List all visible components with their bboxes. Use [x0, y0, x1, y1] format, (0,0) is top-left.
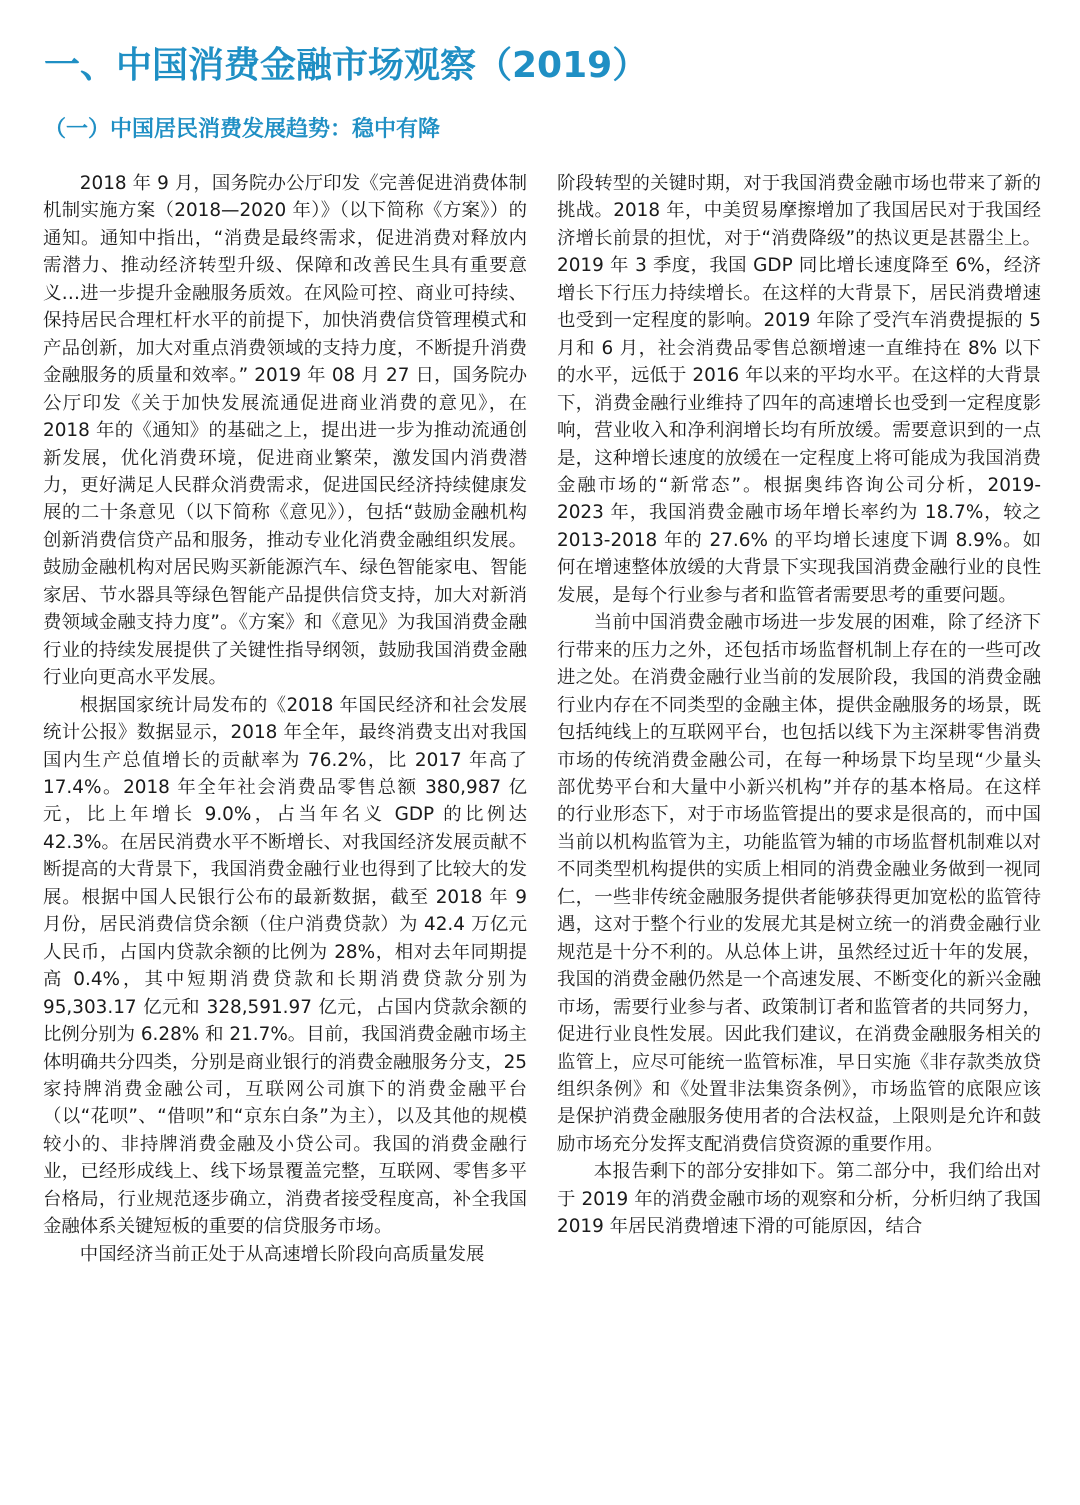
subsection-heading: （一）中国居民消费发展趋势：稳中有降	[44, 117, 441, 142]
paragraph-report-outline: 本报告剩下的部分安排如下。第二部分中，我们给出对于 2019 年的消费金融市场的观察和分析，分析归纳了我国 2019 年居民消费增速下滑的可能原因，结合	[557, 1161, 1041, 1238]
paragraph-economy-continued: 阶段转型的关键时期，对于我国消费金融市场也带来了新的挑战。2018 年，中美贸易摩擦增加了我国居民对于我国经济增长前景的担忧，对于“消费降级”的热议更是甚嚣尘上。2019 年 3 季度，我国 GDP 同比增长速度降至 6%，经济增长下行压力持续增长。在这样的大背景下，居民消费增速也受到一定程度的影响。2019 年除了受汽车消费提振的 5 月和 6 月，社会消费品零售总额增速一直维持在 8% 以下的水平，远低于 2016 年以来的平均水平。在这样的大背景下，消费金融行业维持了四年的高速增长也受到一定程度影响，营业收入和净利润增长均有所放缓。需要意识到的一点是，这种增长速度的放缓在一定程度上将可能成为我国消费金融市场的“新常态”。根据奥纬咨询公司分析，2019-2023 年，我国消费金融市场年增长率约为 18.7%，较之 2013-2018 年的 27.6% 的平均增长速度下调 8.9%。如何在增速整体放缓的大背景下实现我国消费金融行业的良性发展，是每个行业参与者和监管者需要思考的重要问题。	[557, 173, 1041, 606]
left-column	[43, 170, 527, 1505]
paragraph-statistics: 根据国家统计局发布的《2018 年国民经济和社会发展统计公报》数据显示，2018 年全年，最终消费支出对我国国内生产总值增长的贡献率为 76.2%，比 2017 年高了 17.4%。2018 年全年社会消费品零售总额 380,987 亿元，比上年增长 9.0%，占当年名义 GDP 的比例达 42.3%。在居民消费水平不断增长、对我国经济发展贡献不断提高的大背景下，我国消费金融行业也得到了比较大的发展。根据中国人民银行公布的最新数据，截至 2018 年 9 月份，居民消费信贷余额（住户消费贷款）为 42.4 万亿元人民币，占国内贷款余额的比例为 28%，相对去年同期提高 0.4%，其中短期消费贷款和长期消费贷款分别为 95,303.17 亿元和 328,591.97 亿元，占国内贷款余额的比例分别为 6.28% 和 21.7%。目前，我国消费金融市场主体明确共分四类，分别是商业银行的消费金融服务分支，25 家持牌消费金融公司，互联网公司旗下的消费金融平台（以“花呗”、“借呗”和“京东白条”为主），以及其他的规模较小的、非持牌消费金融及小贷公司。我国的消费金融行业，已经形成线上、线下场景覆盖完整，互联网、零售多平台格局，行业规范逐步确立，消费者接受程度高，补全我国金融体系关键短板的重要的信贷服务市场。	[43, 694, 527, 1238]
paragraph-policy: 2018 年 9 月，国务院办公厅印发《完善促进消费体制机制实施方案（2018—2020 年）》（以下简称《方案》）的通知。通知中指出，“消费是最终需求，促进消费对释放内需潜力、推动经济转型升级、保障和改善民生具有重要意义…进一步提升金融服务质效。在风险可控、商业可持续、保持居民合理杠杆水平的前提下，加快消费信贷管理模式和产品创新，加大对重点消费领域的支持力度，不断提升消费金融服务的质量和效率。” 2019 年 08 月 27 日，国务院办公厅印发《关于加快发展流通促进商业消费的意见》，在 2018 年的《通知》的基础之上，提出进一步为推动流通创新发展，优化消费环境，促进商业繁荣，激发国内消费潜力，更好满足人民群众消费需求，促进国民经济持续健康发展的二十条意见（以下简称《意见》），包括“鼓励金融机构创新消费信贷产品和服务，推动专业化消费金融组织发展。鼓励金融机构对居民购买新能源汽车、绿色智能家电、智能家居、节水器具等绿色智能产品提供信贷支持，加大对新消费领域金融支持力度”。《方案》和《意见》为我国消费金融行业的持续发展提供了关键性指导纲领，鼓励我国消费金融行业向更高水平发展。	[43, 173, 527, 689]
paragraph-regulation: 当前中国消费金融市场进一步发展的困难，除了经济下行带来的压力之外，还包括市场监督机制上存在的一些可改进之处。在消费金融行业当前的发展阶段，我国的消费金融行业内存在不同类型的金融主体，提供金融服务的场景，既包括纯线上的互联网平台，也包括以线下为主深耕零售消费市场的传统消费金融公司，在每一种场景下均呈现“少量头部优势平台和大量中小新兴机构”并存的基本格局。在这样的行业形态下，对于市场监管提出的要求是很高的，而中国当前以机构监管为主，功能监管为辅的市场监督机制难以对不同类型机构提供的实质上相同的消费金融业务做到一视同仁，一些非传统金融服务提供者能够获得更加宽松的监管待遇，这对于整个行业的发展尤其是树立统一的消费金融行业规范是十分不利的。从总体上讲，虽然经过近十年的发展，我国的消费金融仍然是一个高速发展、不断变化的新兴金融市场，需要行业参与者、政策制订者和监管者的共同努力，促进行业良性发展。因此我们建议，在消费金融服务相关的监管上，应尽可能统一监管标准，早日实施《非存款类放贷组织条例》和《处置非法集资条例》，市场监管的底限应该是保护消费金融服务使用者的合法权益，上限则是允许和鼓励市场充分发挥支配消费信贷资源的重要作用。	[557, 612, 1041, 1155]
paragraph-economy-start: 中国经济当前正处于从高速增长阶段向高质量发展	[79, 1243, 485, 1265]
section-heading: 一、中国消费金融市场观察（2019）	[44, 45, 649, 86]
right-column	[557, 170, 1041, 1480]
